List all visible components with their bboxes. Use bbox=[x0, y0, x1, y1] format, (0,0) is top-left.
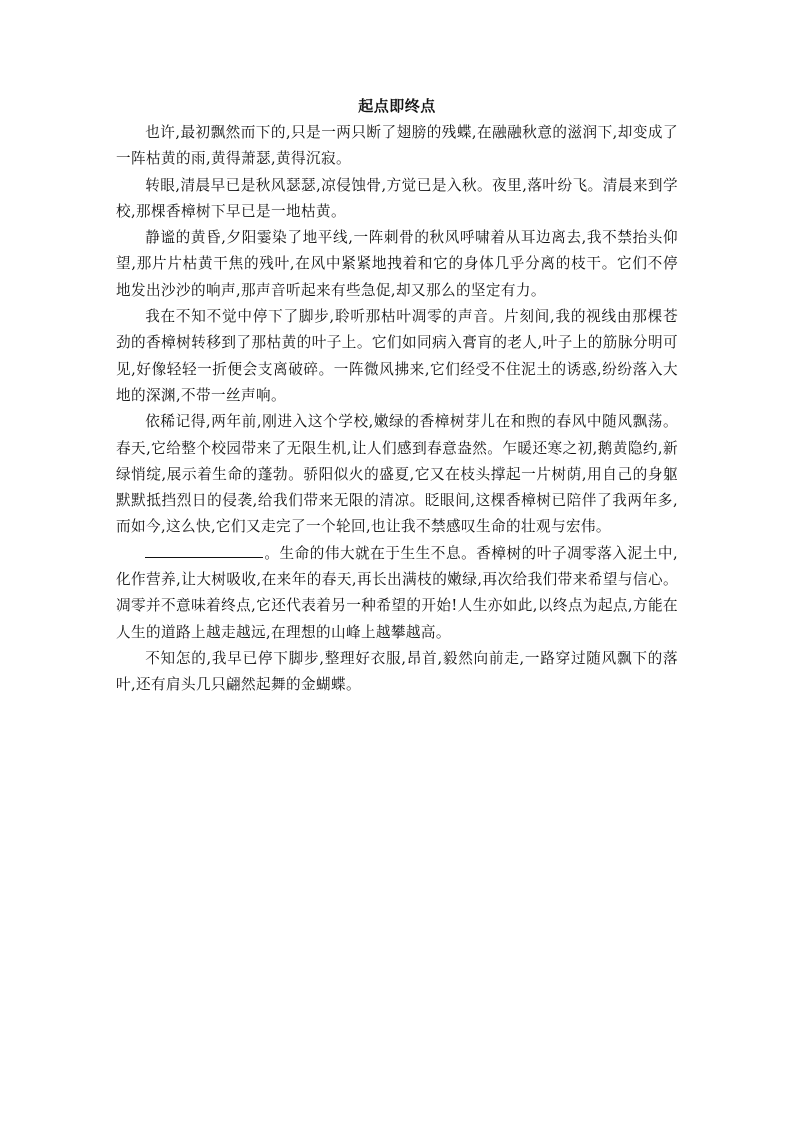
paragraph-7 bbox=[116, 646, 678, 699]
essay-title: 起点即终点 bbox=[358, 97, 436, 115]
paragraph-1 bbox=[116, 120, 678, 173]
paragraph-3 bbox=[116, 225, 678, 304]
paragraph-text: 静谧的黄昏,夕阳霎染了地平线,一阵刺骨的秋风呼啸着从耳边离去,我不禁抬头仰望,那片片枯黄干焦的残叶,在风中紧紧地拽着和它的身体几乎分离的枝干。它们不停地发出沙沙的响声,那声音听起来有些急促,却又那么的坚定有力。 bbox=[116, 229, 678, 299]
essay-body bbox=[116, 120, 678, 699]
paragraph-text: 不知怎的,我早已停下脚步,整理好衣服,昂首,毅然向前走,一路穿过随风飘下的落叶,还有肩头几只翩然起舞的金蝴蝶。 bbox=[116, 649, 678, 694]
fill-in-blank bbox=[145, 543, 263, 558]
paragraph-text: 转眼,清晨早已是秋风瑟瑟,凉侵蚀骨,方觉已是入秋。夜里,落叶纷飞。清晨来到学校,那棵香樟树下早已是一地枯黄。 bbox=[116, 176, 678, 220]
paragraph-text: 也许,最初飘然而下的,只是一两只断了翅膀的残蝶,在融融秋意的滋润下,却变成了一阵枯黄的雨,黄得萧瑟,黄得沉寂。 bbox=[116, 124, 678, 168]
paragraph-5 bbox=[116, 409, 678, 540]
paragraph-text: 。生命的伟大就在于生生不息。香樟树的叶子凋零落入泥土中,化作营养,让大树吸收,在来年的春天,再长出满枝的嫩绿,再次给我们带来希望与信心。凋零并不意味着终点,它还代表着另一种希望的开始!人生亦如此,以终点为起点,方能在人生的道路上越走越远,在理想的山峰上越攀越高。 bbox=[116, 544, 678, 641]
paragraph-text: 我在不知不觉中停下了脚步,聆听那枯叶凋零的声音。片刻间,我的视线由那棵苍劲的香樟树转移到了那枯黄的叶子上。它们如同病入膏肓的老人,叶子上的筋脉分明可见,好像轻轻一折便会支离破碎。一阵微风拂来,它们经受不住泥土的诱惑,纷纷落入大地的深渊,不带一丝声响。 bbox=[116, 308, 678, 404]
paragraph-2 bbox=[116, 173, 678, 226]
paragraph-text: 依稀记得,两年前,刚进入这个学校,嫩绿的香樟树芽儿在和煦的春风中随风飘荡。春天,它给整个校园带来了无限生机,让人们感到春意盎然。乍暖还寒之初,鹅黄隐约,新绿悄绽,展示着生命的蓬勃。骄阳似火的盛夏,它又在枝头撑起一片树荫,用自己的身躯默默抵挡烈日的侵袭,给我们带来无限的清凉。眨眼间,这棵香樟树已陪伴了我两年多,而如今,这么快,它们又走完了一个轮回,也让我不禁感叹生命的壮观与宏伟。 bbox=[116, 413, 678, 536]
paragraph-4 bbox=[116, 304, 678, 409]
paragraph-6 bbox=[116, 541, 678, 646]
